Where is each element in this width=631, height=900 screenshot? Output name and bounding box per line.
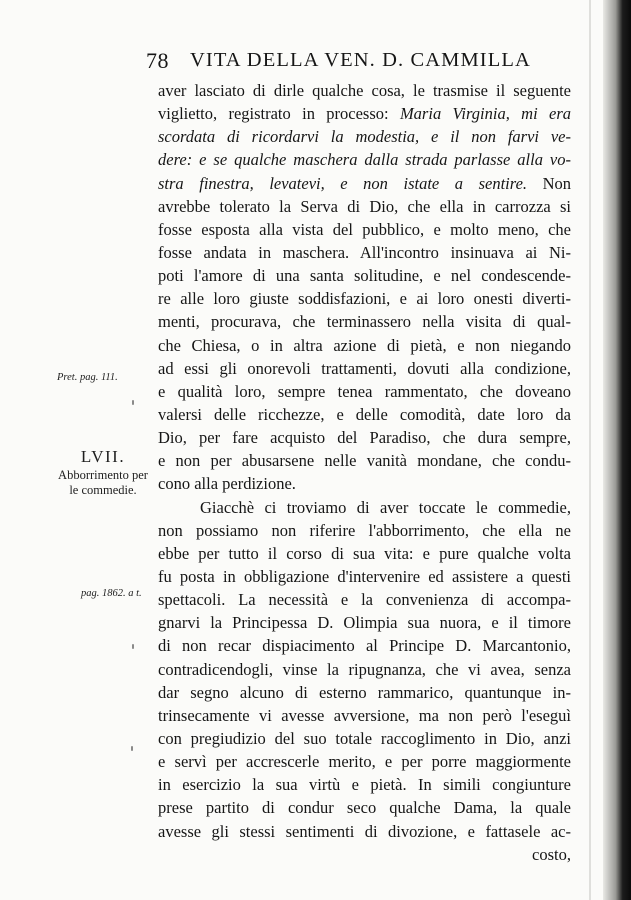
running-title: VITA DELLA VEN. D. CAMMILLA: [190, 49, 531, 71]
text-line: avrebbe tolerato la Serva di Dio, che ella in carrozza si: [158, 196, 571, 216]
quoted-note-fragment: stra finestra, levatevi, e non istate a sentire.: [158, 173, 528, 193]
text-line: avesse gli stessi sentimenti di divozione, e fattasele ac-: [158, 821, 571, 841]
text-line: ebbe per tutto il corso di sua vita: e pure qualche volta: [158, 543, 571, 563]
text-line: trinsecamente vi avesse avversione, ma non però l'eseguì: [158, 705, 571, 725]
chapter-summary-line-1: Abborrimento per: [58, 468, 148, 482]
page-header: [146, 48, 586, 78]
text-line: ad essi gli onorevoli trattamenti, dovuti alla condizione,: [158, 358, 571, 378]
margin-reference-2: pag. 1862. a t.: [81, 588, 142, 599]
page-edge-shadow: [603, 0, 631, 900]
paragraph-start-line: Giacchè ci troviamo di aver toccate le commedie,: [200, 497, 571, 517]
text-fragment: viglietto, registrato in processo:: [158, 104, 389, 124]
text-line: e servì per accrescerle merito, e per porre maggiormente: [158, 752, 571, 772]
scan-speck: [132, 400, 134, 405]
quoted-note-fragment: Maria Virginia, mi era: [399, 104, 571, 124]
text-line: poti l'amore di una santa solitudine, e nel condescende-: [158, 266, 571, 286]
text-line-italic: dere: e se qualche maschera dalla strada parlasse alla vo-: [158, 150, 571, 170]
text-line: Dio, per fare acquisto del Paradiso, che dura sempre,: [158, 428, 571, 448]
text-line: spettacoli. La necessità e la convenienza di accompa-: [158, 590, 571, 610]
text-line: re alle loro giuste soddisfazioni, e ai loro onesti diverti-: [158, 289, 571, 309]
text-fragment: Non: [542, 173, 571, 193]
text-line: fosse esposta alla vista del pubblico, e molto meno, che: [158, 219, 571, 239]
text-line: contradicendogli, vinse la ripugnanza, che vi avea, senza: [158, 659, 571, 679]
text-line: valersi delle ricchezze, e delle comodità, date loro da: [158, 404, 571, 424]
text-line: in esercizio la sua virtù e pietà. In simili congiunture: [158, 775, 571, 795]
text-line: gnarvi la Principessa D. Olimpia sua nuora, e il timore: [158, 613, 571, 633]
body-text: [158, 79, 571, 866]
text-line: con pregiudizio del suo totale raccoglimento in Dio, anzi: [158, 728, 571, 748]
text-line: aver lasciato di dirle qualche cosa, le trasmise il seguente: [158, 81, 571, 100]
text-line: fu posta in obbligazione d'intervenire ed assistere a questi: [158, 566, 571, 586]
chapter-margin-note: [53, 447, 153, 498]
text-line: che Chiesa, o in altra azione di pietà, e non niegando: [158, 335, 571, 355]
text-line: prese partito di condur seco qualche Dama, la quale: [158, 798, 571, 818]
text-line: di non recar dispiacimento al Principe D. Marcantonio,: [158, 636, 571, 656]
text-line: non possiamo non riferire l'abborrimento, che ella ne: [158, 520, 571, 540]
catchword: costo,: [532, 844, 571, 864]
page-fold-line: [589, 0, 591, 900]
text-line: cono alla perdizione.: [158, 474, 296, 494]
text-line: dar segno alcuno di esterno rammarico, quantunque in-: [158, 682, 571, 702]
chapter-summary-line-2: le commedie.: [69, 483, 137, 497]
chapter-number: LVII.: [80, 447, 126, 466]
scan-speck: [131, 746, 133, 751]
margin-reference-1: Pret. pag. 111.: [57, 372, 118, 383]
scan-speck: [132, 644, 134, 649]
text-line: [158, 172, 571, 195]
page-number: 78: [146, 48, 169, 73]
text-line: fosse andata in maschera. All'incontro insinuava ai Ni-: [158, 242, 571, 262]
text-line: menti, procurava, che terminassero nella visita di qual-: [158, 312, 571, 332]
text-line: e qualità loro, sempre tenea rammentato, che doveano: [158, 381, 571, 401]
text-line: e non per abusarsene nelle vanità mondane, che condu-: [158, 451, 571, 471]
text-line-italic: scordata di ricordarvi la modestia, e il non farvi ve-: [158, 127, 571, 147]
text-line: [158, 102, 571, 125]
